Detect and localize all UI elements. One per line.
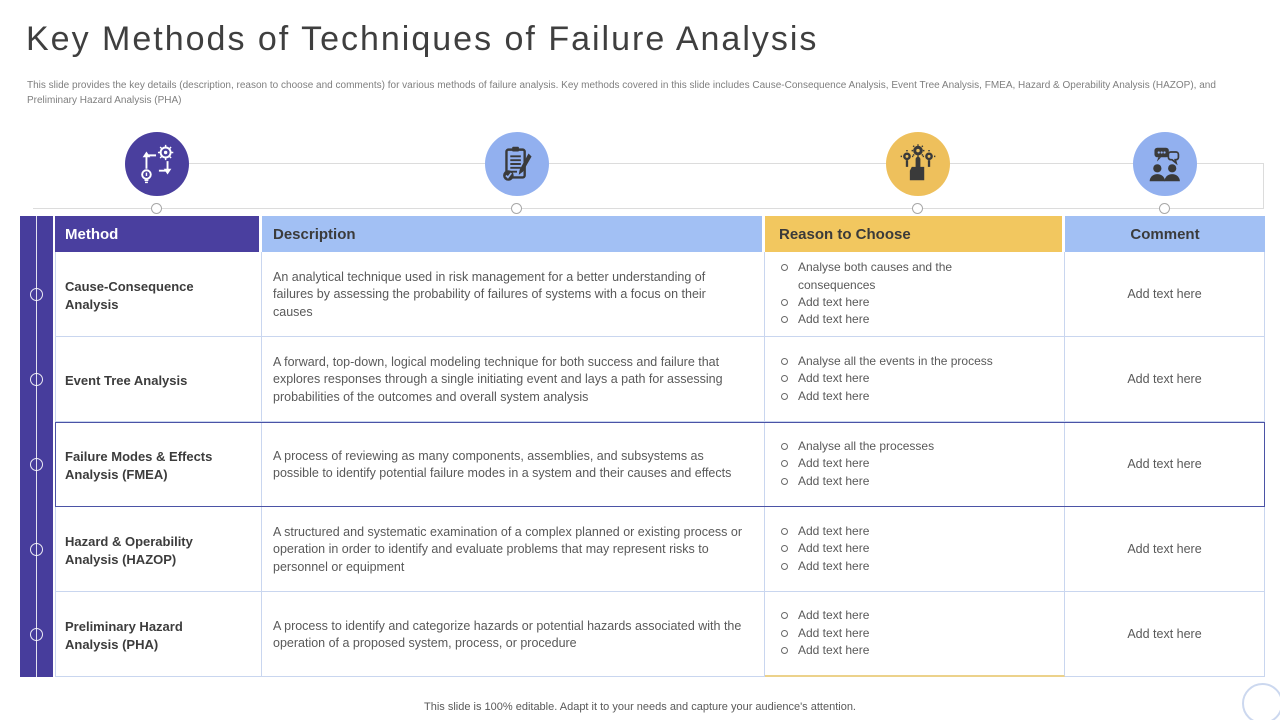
comment-placeholder[interactable]: Add text here	[1065, 507, 1265, 592]
accent-bar-line	[36, 216, 37, 677]
discussion-people-icon	[1133, 132, 1197, 196]
accent-bar-node	[30, 628, 43, 641]
reason-item-placeholder[interactable]: Add text here	[781, 625, 1024, 642]
reason-item-placeholder[interactable]: Add text here	[781, 607, 1024, 624]
reason-item-placeholder[interactable]: Add text here	[781, 388, 1024, 405]
reason-item: Analyse all the processes	[781, 438, 1024, 455]
idea-process-cycle-icon	[125, 132, 189, 196]
connector-line-low	[33, 208, 1264, 209]
accent-bar-node	[30, 543, 43, 556]
reason-cell	[765, 337, 1065, 422]
reason-list	[781, 523, 1024, 575]
connector-line-mid	[157, 163, 1264, 164]
description-cell: A process of reviewing as many components, assemblies, and subsystems as possible to identify potential failure modes in a system and their causes and effects	[262, 422, 765, 507]
table-row	[55, 252, 1265, 337]
reason-item-placeholder[interactable]: Add text here	[781, 642, 1024, 659]
description-cell: A forward, top-down, logical modeling technique for both success and failure that explores responses through a single initiating event and lays a path for assessing probabilities of the outcomes and overall system analysis	[262, 337, 765, 422]
connector-line-right	[1263, 163, 1264, 209]
column-header-method: Method	[55, 216, 262, 252]
reason-list	[781, 259, 1024, 329]
table-row	[55, 337, 1265, 422]
connector-node	[151, 203, 162, 214]
table-row	[55, 507, 1265, 592]
reason-cell	[765, 252, 1065, 337]
description-cell: An analytical technique used in risk management for a better understanding of failures by assessing the probability of failures of systems with a focus on their causes	[262, 252, 765, 337]
reason-item-placeholder[interactable]: Add text here	[781, 558, 1024, 575]
comment-placeholder[interactable]: Add text here	[1065, 252, 1265, 337]
column-header-reason: Reason to Choose	[765, 216, 1065, 252]
accent-bar-node	[30, 458, 43, 471]
method-cell: Failure Modes & Effects Analysis (FMEA)	[55, 422, 262, 507]
reason-item-placeholder[interactable]: Add text here	[781, 473, 1024, 490]
reason-cell	[765, 507, 1065, 592]
left-accent-bar	[20, 216, 53, 677]
comment-placeholder[interactable]: Add text here	[1065, 592, 1265, 677]
comment-placeholder[interactable]: Add text here	[1065, 422, 1265, 507]
comment-placeholder[interactable]: Add text here	[1065, 337, 1265, 422]
methods-table	[55, 216, 1265, 677]
method-cell: Hazard & Operability Analysis (HAZOP)	[55, 507, 262, 592]
table-row	[55, 592, 1265, 677]
decorative-circle	[1242, 683, 1280, 720]
reason-item-placeholder[interactable]: Add text here	[781, 294, 1024, 311]
editable-note: This slide is 100% editable. Adapt it to your needs and capture your audience's attention.	[424, 701, 856, 713]
column-header-comment: Comment	[1065, 216, 1265, 252]
reason-item-placeholder[interactable]: Add text here	[781, 311, 1024, 328]
reason-item: Analyse all the events in the process	[781, 353, 1024, 370]
method-cell: Event Tree Analysis	[55, 337, 262, 422]
reason-item-placeholder[interactable]: Add text here	[781, 523, 1024, 540]
accent-bar-node	[30, 373, 43, 386]
table-header-row	[55, 216, 1265, 252]
reason-item: Analyse both causes and the consequences	[781, 259, 1024, 294]
method-cell: Cause-Consequence Analysis	[55, 252, 262, 337]
reason-item-placeholder[interactable]: Add text here	[781, 540, 1024, 557]
reason-list	[781, 438, 1024, 490]
page-title: Key Methods of Techniques of Failure Analysis	[26, 20, 819, 58]
reason-list	[781, 353, 1024, 405]
connector-node	[511, 203, 522, 214]
method-cell: Preliminary Hazard Analysis (PHA)	[55, 592, 262, 677]
reason-cell	[765, 422, 1065, 507]
description-cell: A process to identify and categorize hazards or potential hazards associated with the operation of a proposed system, process, or procedure	[262, 592, 765, 677]
description-cell: A structured and systematic examination of a complex planned or existing process or operation in order to identify and evaluate problems that may represent risks to personnel or equipment	[262, 507, 765, 592]
reason-list	[781, 607, 1024, 659]
column-header-description: Description	[262, 216, 765, 252]
connector-node	[912, 203, 923, 214]
connector-node	[1159, 203, 1170, 214]
slide-subtitle: This slide provides the key details (description, reason to choose and comments) for various methods of failure analysis. Key methods covered in this slide includes Cause-Consequence Analysis, Event Tree Analysis, FMEA, Hazard & Operability Analysis (HAZOP), and Preliminary Hazard Analysis (PHA)	[27, 80, 1216, 106]
table-row-selected	[55, 422, 1265, 507]
accent-bar-node	[30, 288, 43, 301]
hand-gears-icon	[886, 132, 950, 196]
reason-cell	[765, 592, 1065, 677]
clipboard-report-icon	[485, 132, 549, 196]
reason-item-placeholder[interactable]: Add text here	[781, 455, 1024, 472]
reason-item-placeholder[interactable]: Add text here	[781, 370, 1024, 387]
